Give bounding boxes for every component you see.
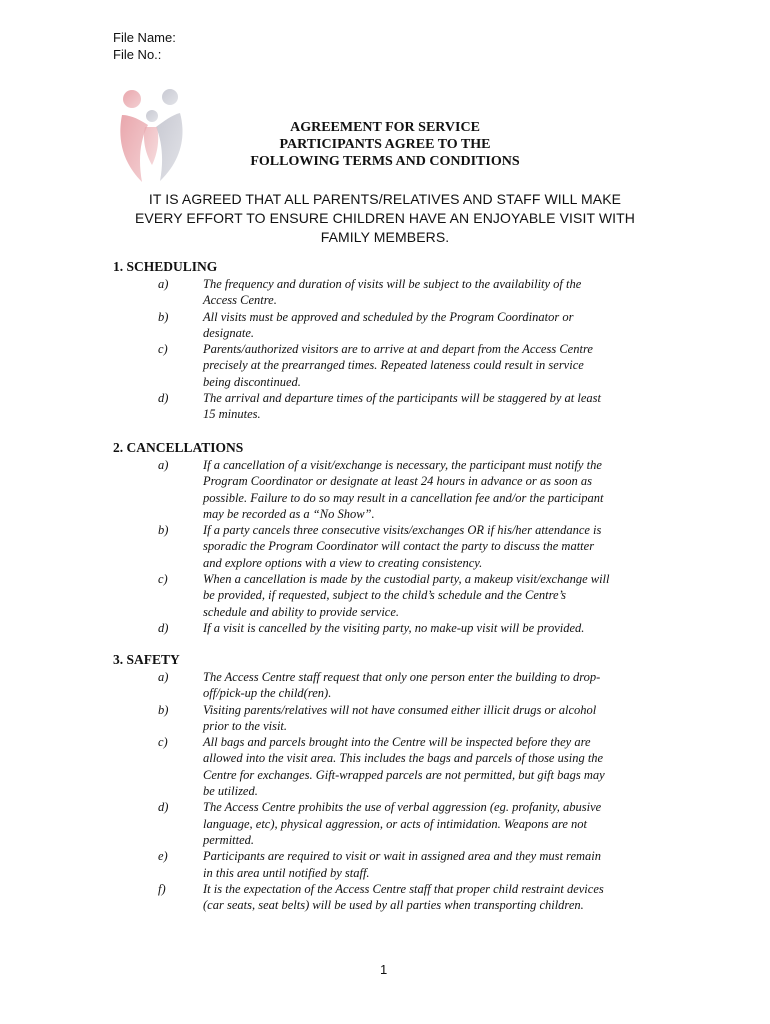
item-text-line: It is the expectation of the Access Centre staff that proper child restraint devices bbox=[203, 881, 604, 896]
item-text-line: All bags and parcels brought into the Centre will be inspected before they are bbox=[203, 735, 591, 750]
item-text-line: and explore options with a view to creating consistency. bbox=[203, 555, 483, 570]
item-text-line: be utilized. bbox=[203, 784, 258, 799]
list-item bbox=[113, 457, 673, 522]
list-item bbox=[113, 799, 673, 848]
section-heading: 2. CANCELLATIONS bbox=[113, 440, 244, 455]
list-item bbox=[113, 309, 673, 342]
item-letter: f) bbox=[158, 881, 166, 896]
item-text-line: The arrival and departure times of the participants will be staggered by at least bbox=[203, 391, 601, 406]
section-scheduling bbox=[113, 259, 673, 423]
list-item bbox=[113, 881, 673, 914]
section-heading: 1. SCHEDULING bbox=[113, 259, 218, 274]
section-safety bbox=[113, 652, 673, 913]
item-text-line: All visits must be approved and scheduled by the Program Coordinator or bbox=[203, 309, 574, 324]
title-line-1: AGREEMENT FOR SERVICE bbox=[290, 120, 480, 135]
item-text-line: If a party cancels three consecutive visits/exchanges OR if his/her attendance is bbox=[203, 523, 602, 538]
list-item bbox=[113, 276, 673, 309]
item-letter: b) bbox=[158, 523, 169, 538]
item-text-line: The frequency and duration of visits will be subject to the availability of the bbox=[203, 277, 582, 291]
item-text-line: permitted. bbox=[203, 832, 255, 847]
item-text-line: Access Centre. bbox=[203, 293, 277, 308]
item-text-line: off/pick-up the child(ren). bbox=[203, 686, 332, 701]
list-item bbox=[113, 669, 673, 702]
section-heading: 3. SAFETY bbox=[113, 652, 180, 667]
item-letter: d) bbox=[158, 620, 169, 635]
item-text-line: (car seats, seat belts) will be used by all parties when transporting children. bbox=[203, 898, 584, 913]
item-text-line: precisely at the prearranged times. Repeated lateness could result in service bbox=[203, 358, 584, 373]
item-text-line: allowed into the visit area. This includes the bags and parcels of those using the bbox=[203, 751, 604, 766]
intro-line-1: IT IS AGREED THAT ALL PARENTS/RELATIVES AND STAFF WILL MAKE bbox=[148, 191, 622, 207]
agreement-intro bbox=[108, 190, 662, 247]
list-item bbox=[113, 522, 673, 571]
item-text-line: be provided, if requested, subject to the child’s schedule and the Centre’s bbox=[203, 588, 567, 603]
item-letter: b) bbox=[158, 309, 169, 324]
list-item bbox=[113, 702, 673, 735]
item-letter: c) bbox=[158, 342, 168, 357]
item-text-line: Visiting parents/relatives will not have consumed either illicit drugs or alcohol bbox=[203, 702, 597, 717]
file-name-label: File Name: bbox=[113, 30, 176, 45]
item-text-line: If a cancellation of a visit/exchange is necessary, the participant must notify the bbox=[203, 458, 602, 472]
item-text-line: When a cancellation is made by the custodial party, a makeup visit/exchange will bbox=[203, 572, 610, 587]
item-text-line: Parents/authorized visitors are to arrive at and depart from the Access Centre bbox=[203, 342, 593, 357]
intro-line-2: EVERY EFFORT TO ENSURE CHILDREN HAVE AN ENJOYABLE VISIT WITH bbox=[134, 210, 635, 226]
list-item bbox=[113, 390, 673, 423]
list-item bbox=[113, 341, 673, 390]
item-text-line: If a visit is cancelled by the visiting party, no make-up visit will be provided. bbox=[203, 620, 585, 635]
document-title bbox=[180, 119, 590, 170]
item-text-line: Program Coordinator or designate at least 24 hours in advance or as soon as bbox=[203, 474, 593, 489]
item-text-line: schedule and ability to provide service. bbox=[203, 604, 400, 619]
file-no-label: File No.: bbox=[113, 47, 162, 62]
title-line-3: FOLLOWING TERMS AND CONDITIONS bbox=[250, 154, 520, 169]
item-text-line: Participants are required to visit or wait in assigned area and they must remain bbox=[203, 849, 602, 864]
item-letter: c) bbox=[158, 572, 168, 587]
title-line-2: PARTICIPANTS AGREE TO THE bbox=[279, 137, 491, 152]
intro-line-3: FAMILY MEMBERS. bbox=[320, 229, 450, 245]
item-letter: d) bbox=[158, 391, 169, 406]
item-letter: a) bbox=[158, 458, 169, 472]
item-text-line: designate. bbox=[203, 325, 255, 340]
item-text-line: language, etc), physical aggression, or acts of intimidation. Weapons are not bbox=[203, 816, 587, 831]
item-text-line: 15 minutes. bbox=[203, 407, 261, 422]
file-header bbox=[113, 29, 176, 63]
list-item bbox=[113, 734, 673, 799]
item-text-line: sporadic the Program Coordinator will contact the party to discuss the matter bbox=[203, 539, 595, 554]
page-number: 1 bbox=[380, 962, 388, 977]
item-letter: d) bbox=[158, 800, 169, 815]
item-text-line: being discontinued. bbox=[203, 374, 301, 389]
item-text-line: possible. Failure to do so may result in a cancellation fee and/or the participant bbox=[203, 490, 604, 505]
item-letter: b) bbox=[158, 702, 169, 717]
item-letter: a) bbox=[158, 670, 169, 684]
item-text-line: in this area until notified by staff. bbox=[203, 865, 370, 880]
item-text-line: The Access Centre prohibits the use of verbal aggression (eg. profanity, abusive bbox=[203, 800, 602, 815]
item-letter: e) bbox=[158, 849, 168, 864]
list-item bbox=[113, 571, 673, 620]
list-item bbox=[113, 848, 673, 881]
section-cancellations bbox=[113, 440, 673, 636]
item-text-line: may be recorded as a “No Show”. bbox=[203, 506, 375, 521]
item-text-line: Centre for exchanges. Gift-wrapped parcels are not permitted, but gift bags may bbox=[203, 767, 605, 782]
list-item bbox=[113, 620, 673, 636]
item-letter: a) bbox=[158, 277, 169, 291]
item-letter: c) bbox=[158, 735, 168, 750]
item-text-line: prior to the visit. bbox=[203, 718, 288, 733]
item-text-line: The Access Centre staff request that only one person enter the building to drop- bbox=[203, 670, 601, 684]
